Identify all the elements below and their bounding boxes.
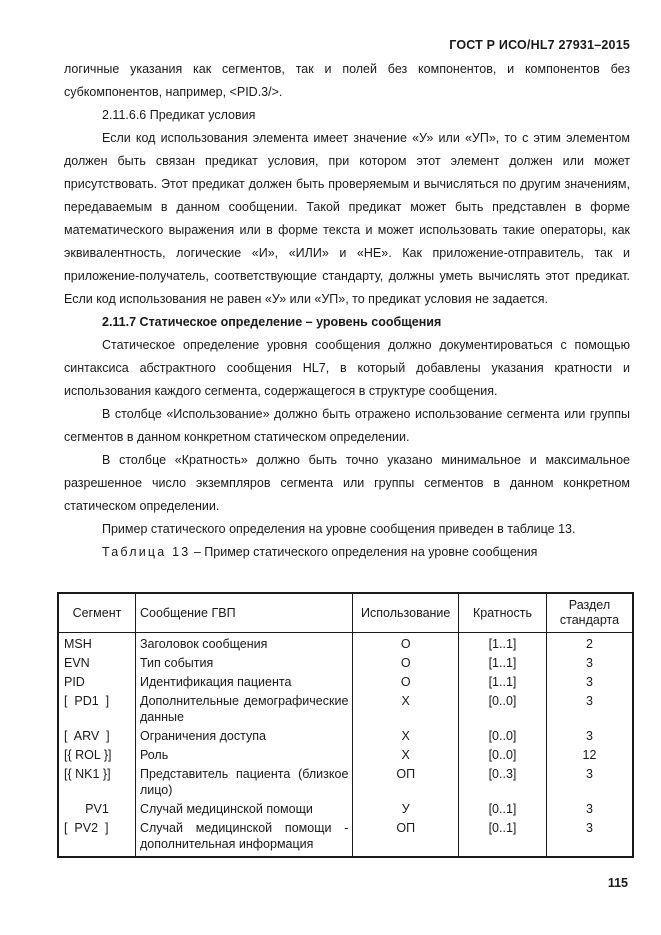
table-row (58, 818, 633, 857)
table-row (58, 653, 633, 672)
cell-cardinality: [0..0] (459, 745, 547, 764)
cell-usage: О (353, 672, 459, 691)
header-standard-section: Раздел стандарта (546, 593, 633, 633)
cell-standard-section: 3 (546, 764, 633, 799)
cell-standard-section: 3 (546, 818, 633, 857)
table-caption-text: – Пример статического определения на уровне сообщения (190, 545, 538, 559)
cell-cardinality: [0..0] (459, 691, 547, 726)
header-usage: Использование (353, 593, 459, 633)
cell-segment: [ PV2 ] (58, 818, 135, 857)
cell-standard-section: 2 (546, 633, 633, 654)
paragraph-static-definition: Статическое определение уровня сообщения должно документироваться с помощью синтаксиса абстрактного сообщения HL7, в который добавлены указания кратности и использования каждого сегмента, содержащегося в структуре сообщения. (64, 338, 630, 398)
cell-usage: Х (353, 745, 459, 764)
cell-message: Случай медицинской помощи - дополнительная информация (135, 818, 352, 857)
table-caption-label: Таблица 13 (102, 545, 191, 559)
cell-message: Заголовок сообщения (135, 633, 352, 654)
cell-standard-section: 12 (546, 745, 633, 764)
paragraph-condition-predicate: Если код использования элемента имеет значение «У» или «УП», то с этим элементом должен быть связан предикат условия, при котором этот элемент должен или может присутствовать. Этот предикат должен быть проверяемым и вычисляться по другим значениям, передаваемым в данном сообщении. Такой предикат может быть представлен в форме математического выражения или в форме текста и может использовать такие операторы, как эквивалентность, логические «И», «ИЛИ» и «НЕ». Как приложение-отправитель, так и приложение-получатель, соответствующие стандарту, должны уметь вычислять этот предикат. Если код использования не равен «У» или «УП», то предикат условия не задается. (64, 131, 630, 306)
cell-cardinality: [1..1] (459, 633, 547, 654)
body-text (64, 58, 630, 564)
cell-usage: ОП (353, 764, 459, 799)
paragraph-example-reference: Пример статического определения на уровне сообщения приведен в таблице 13. (102, 522, 576, 536)
page-number: 115 (607, 876, 628, 890)
table-caption (64, 541, 630, 564)
cell-usage: О (353, 633, 459, 654)
cell-message: Ограничения доступа (135, 726, 352, 745)
cell-message: Идентификация пациента (135, 672, 352, 691)
cell-message: Роль (135, 745, 352, 764)
cell-segment: [{ ROL }] (58, 745, 135, 764)
table-row (58, 633, 633, 654)
table-header-row (58, 593, 633, 633)
cell-cardinality: [0..1] (459, 799, 547, 818)
table-row (58, 726, 633, 745)
cell-segment: EVN (58, 653, 135, 672)
cell-usage: ОП (353, 818, 459, 857)
cell-segment: PV1 (58, 799, 135, 818)
document-header: ГОСТ Р ИСО/HL7 27931–2015 (449, 38, 630, 52)
cell-cardinality: [1..1] (459, 672, 547, 691)
cell-usage: О (353, 653, 459, 672)
header-message: Сообщение ГВП (135, 593, 352, 633)
header-cardinality: Кратность (459, 593, 547, 633)
cell-message: Дополнительные демографические данные (135, 691, 352, 726)
header-segment: Сегмент (58, 593, 135, 633)
cell-segment: MSH (58, 633, 135, 654)
cell-message: Случай медицинской помощи (135, 799, 352, 818)
cell-standard-section: 3 (546, 653, 633, 672)
cell-standard-section: 3 (546, 799, 633, 818)
cell-cardinality: [0..3] (459, 764, 547, 799)
table-row (58, 745, 633, 764)
paragraph-usage-column: В столбце «Использование» должно быть отражено использование сегмента или группы сегментов в данном конкретном статическом определении. (64, 407, 630, 444)
cell-segment: [ ARV ] (58, 726, 135, 745)
cell-message: Тип события (135, 653, 352, 672)
cell-usage: Х (353, 726, 459, 745)
table-row (58, 799, 633, 818)
table-row (58, 691, 633, 726)
paragraph-continued: логичные указания как сегментов, так и полей без компонентов, и компонентов без субкомпонентов, например, <PID.3/>. (64, 62, 630, 99)
table-row (58, 764, 633, 799)
cell-segment: PID (58, 672, 135, 691)
cell-standard-section: 3 (546, 691, 633, 726)
cell-segment: [{ NK1 }] (58, 764, 135, 799)
cell-standard-section: 3 (546, 672, 633, 691)
table-row (58, 672, 633, 691)
cell-segment: [ PD1 ] (58, 691, 135, 726)
cell-usage: Х (353, 691, 459, 726)
cell-cardinality: [0..0] (459, 726, 547, 745)
cell-message: Представитель пациента (близкое лицо) (135, 764, 352, 799)
message-definition-table (57, 592, 634, 858)
paragraph-cardinality-column: В столбце «Кратность» должно быть точно указано минимальное и максимальное разрешенное число экземпляров сегмента или группы сегментов в данном конкретном статическом определении. (64, 453, 630, 513)
section-heading: 2.11.7 Статическое определение – уровень сообщения (102, 315, 442, 329)
cell-cardinality: [1..1] (459, 653, 547, 672)
cell-standard-section: 3 (546, 726, 633, 745)
cell-cardinality: [0..1] (459, 818, 547, 857)
cell-usage: У (353, 799, 459, 818)
subsection-heading: 2.11.6.6 Предикат условия (102, 108, 256, 122)
